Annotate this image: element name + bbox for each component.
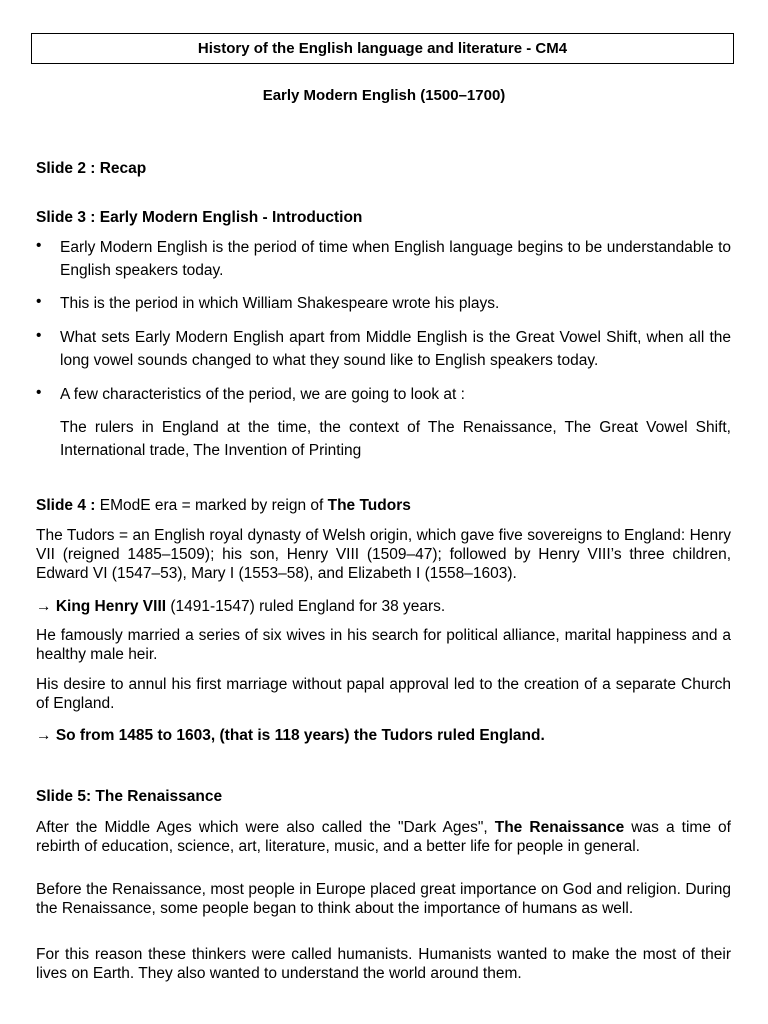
slide5-heading: Slide 5: The Renaissance [36,788,223,805]
slide5-paragraph-humanists: For this reason these thinkers were called humanists. Humanists wanted to make the most of their lives on Earth. They also wanted to understand the world around them. [36,946,731,982]
arrow-icon: → [36,727,52,744]
slide3-heading: Slide 3 : Early Modern English - Introduction [36,209,363,226]
slide4-summary [36,726,731,745]
arrow-icon: → [36,598,52,615]
document-title-text: History of the English language and literature - CM4 [197,40,568,57]
slide5-paragraph-before: Before the Renaissance, most people in Europe placed great importance on God and religion. During the Renaissance, some people began to think about the importance of humans as well. [36,881,731,917]
henry-viii-text: (1491-1547) ruled England for 38 years. [166,598,446,615]
slide2-heading: Slide 2 : Recap [36,160,147,177]
document-title [31,33,734,64]
bullet-icon: • [36,237,42,254]
slide3-bullet [36,326,731,372]
slide3-characteristics: The rulers in England at the time, the context of The Renaissance, The Great Vowel Shift, International trade, The Invention of Printing [60,419,731,459]
slide4-heading-text: EModE era = marked by reign of [95,497,328,514]
bullet-text: This is the period in which William Shakespeare wrote his plays. [60,295,500,312]
slide4-paragraph-church: His desire to annul his first marriage without papal approval led to the creation of a separate Church of England. [36,676,731,712]
document-subtitle: Early Modern English (1500–1700) [262,87,506,104]
slide4-summary-text: So from 1485 to 1603, (that is 118 years) the Tudors ruled England. [55,727,545,744]
bullet-icon: • [36,327,42,344]
bullet-text: A few characteristics of the period, we are going to look at : [60,386,465,403]
slide4-paragraph-wives: He famously married a series of six wives in his search for political alliance, marital happiness and a healthy male heir. [36,627,731,663]
slide4-paragraph-tudors: The Tudors = an English royal dynasty of Welsh origin, which gave five sovereigns to England: Henry VII (reigned 1485–1509); his son, Henry VIII (1509–47); followed by Henry VIII’s three children, Edward VI (1547–53), Mary I (1553–58), and Elizabeth I (1558–1603). [36,527,731,582]
slide3-bullet [36,236,731,282]
slide4-paragraph-henry [36,597,731,616]
slide3-bullet [36,292,731,315]
henry-viii-name: King Henry VIII [55,598,167,615]
bullet-text: What sets Early Modern English apart from Middle English is the Great Vowel Shift, when all the long vowel sounds changed to what they sound like to English speakers today. [60,329,731,369]
bullet-text: Early Modern English is the period of time when English language begins to be understandable to English speakers today. [60,239,731,279]
renaissance-emphasis: The Renaissance [494,819,625,836]
bullet-icon: • [36,293,42,310]
renaissance-text-b: was a time of rebirth of education, science, art, literature, music, and a better life for people in general. [36,819,731,855]
slide5-paragraph-renaissance [36,818,731,856]
renaissance-text-a: After the Middle Ages which were also called the "Dark Ages", [36,819,495,836]
slide3-bullet [36,383,731,406]
slide4-heading-emphasis: The Tudors [327,497,411,514]
slide4-heading [36,496,731,515]
slide4-label: Slide 4 : [36,497,96,514]
bullet-icon: • [36,384,42,401]
